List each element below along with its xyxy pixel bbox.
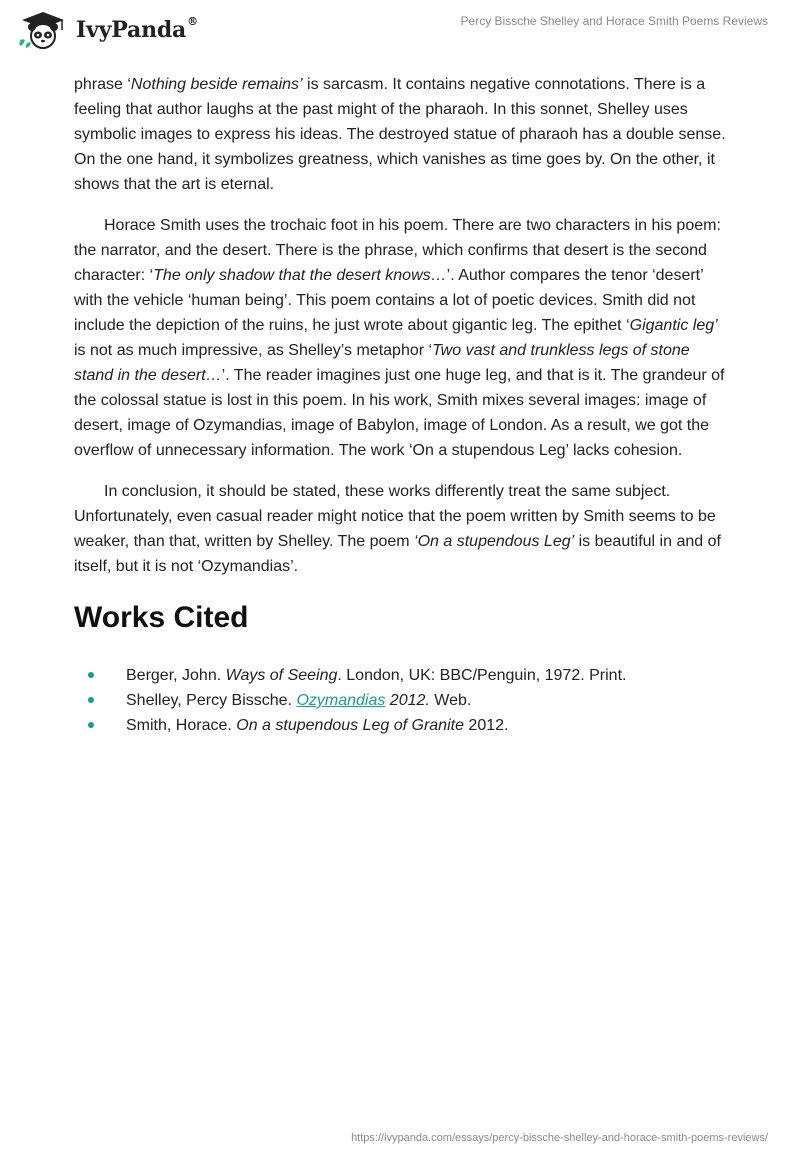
works-cited-heading: Works Cited [74,601,249,634]
essay-content [74,72,728,738]
paragraph: Horace Smith uses the trochaic foot in his poem. There are two characters in his poem: the narrator, and the desert. There is the phrase, which confirms that desert is the second character: ‘The only shadow that the desert knows…’. Author compares the tenor ‘desert’ with the vehicle ‘human being’. This poem contains a lot of poetic devices. Smith did not include the depiction of the ruins, he just wrote about gigantic leg. The epithet ‘Gigantic leg’ is not as much impressive, as Shelley’s metaphor ‘Two vast and trunkless legs of stone stand in the desert…’. The reader imagines just one huge leg, and that is it. The grandeur of the colossal statue is lost in this poem. In his work, Smith mixes several images: image of desert, image of Ozymandias, image of Babylon, image of London. As a result, we got the overflow of unnecessary information. The work ‘On a stupendous Leg’ lacks cohesion. [74,217,725,459]
document-title: Percy Bissche Shelley and Horace Smith Poems Reviews [460,14,768,28]
bullet-icon [88,672,94,678]
paragraph: In conclusion, it should be stated, these works differently treat the same subject. Unfortunately, even casual reader might notice that the poem written by Smith seems to be weaker, than that, written by Shelley. The poem ‘On a stupendous Leg’ is beautiful in and of itself, but it is not ‘Ozymandias’. [74,483,721,575]
ozymandias-link[interactable]: Ozymandias [296,692,386,709]
citation-item: Smith, Horace. On a stupendous Leg of Granite 2012. [74,713,728,738]
citation-item: Shelley, Percy Bissche. Ozymandias 2012. Web. [74,688,728,713]
source-url[interactable]: https://ivypanda.com/essays/percy-bissche-shelley-and-horace-smith-poems-reviews/ [351,1132,768,1144]
panda-graduate-icon [16,10,70,50]
bullet-icon [88,697,94,703]
ivypanda-logo[interactable] [16,10,198,50]
page-header [0,0,800,60]
citation-item: Berger, John. Ways of Seeing. London, UK: BBC/Penguin, 1972. Print. [74,663,728,688]
bullet-icon [88,722,94,728]
paragraph: phrase ‘Nothing beside remains’ is sarcasm. It contains negative connotations. There is a feeling that author laughs at the past might of the pharaoh. In this sonnet, Shelley uses symbolic images to express his ideas. The destroyed statue of pharaoh has a double sense. On the one hand, it symbolizes greatness, which vanishes as time goes by. On the other, it shows that the art is eternal. [74,76,726,193]
works-cited-list [74,663,728,738]
brand-name: IvyPanda® [76,15,198,43]
